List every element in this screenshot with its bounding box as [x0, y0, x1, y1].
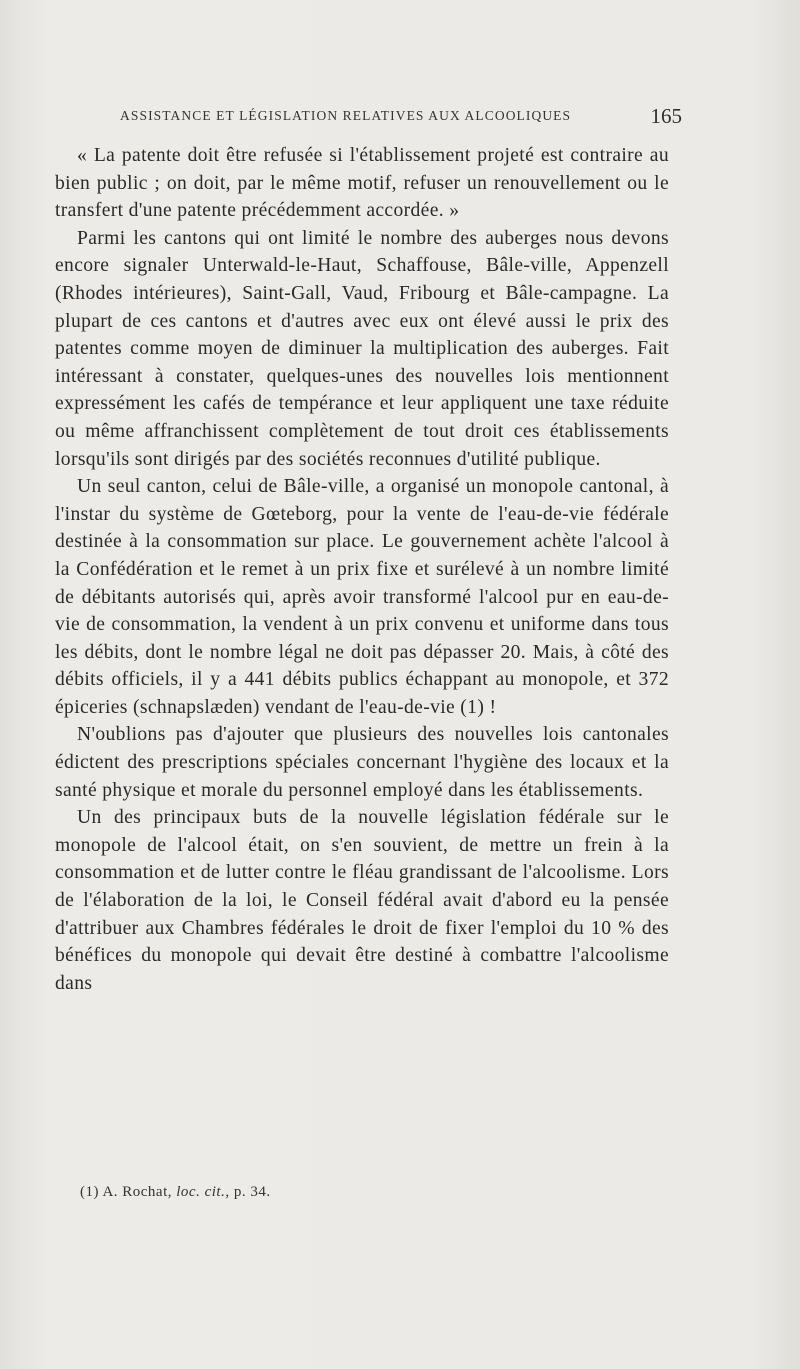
paragraph: Un des principaux buts de la nouvelle législation fédérale sur le monopole de l'alcool était, on s'en souvient, de mettre un frein à la consommation et de lutter contre le fléau grandissant de l'alcoolisme. Lors de l'élaboration de la loi, le Conseil fédéral avait d'abord eu la pensée d'attribuer aux Chambres fédérales le droit de fixer l'emploi du 10 % des bénéfices du monopole qui devait être destiné à combattre l'alcoolisme dans [55, 807, 669, 994]
footnote-ref: loc. cit., [176, 1184, 230, 1200]
page-header [120, 104, 680, 128]
body-text [55, 142, 669, 997]
paragraph: « La patente doit être refusée si l'établissement projeté est contraire au bien public ; on doit, par le même motif, refuser un renouvellement ou le transfert d'une patente précédemment accordée. » [55, 145, 669, 222]
footnote-page: p. 34. [233, 1184, 271, 1200]
running-title: ASSISTANCE ET LÉGISLATION RELATIVES AUX ALCOOLIQUES [120, 108, 572, 123]
footnote [80, 1184, 580, 1201]
paragraph: N'oublions pas d'ajouter que plusieurs des nouvelles lois cantonales édictent des prescriptions spéciales concernant l'hygiène des locaux et la santé physique et morale du personnel employé dans les établissements. [55, 724, 669, 801]
page-number: 165 [650, 104, 682, 128]
paragraph: Parmi les cantons qui ont limité le nombre des auberges nous devons encore signaler Unterwald-le-Haut, Schaffouse, Bâle-ville, Appenzell (Rhodes intérieures), Saint-Gall, Vaud, Fribourg et Bâle-campagne. La plupart de ces cantons et d'autres avec eux ont élevé aussi le prix des patentes comme moyen de diminuer la multiplication des auberges. Fait intéressant à constater, quelques-unes des nouvelles lois mentionnent expressément les cafés de tempérance et leur appliquent une taxe réduite ou même affranchissent complètement de tout droit ces établissements lorsqu'ils sont dirigés par des sociétés reconnues d'utilité publique. [55, 227, 669, 470]
footnote-author: A. Rochat, [102, 1184, 173, 1200]
paragraph: Un seul canton, celui de Bâle-ville, a organisé un monopole cantonal, à l'instar du système de Gœteborg, pour la vente de l'eau-de-vie fédérale destinée à la consommation sur place. Le gouvernement achète l'alcool à la Confédération et le remet à un prix fixe et surélevé à un nombre limité de débitants autorisés qui, après avoir transformé l'alcool pur en eau-de-vie de consommation, la vendent à un prix convenu et uniforme dans tous les débits, dont le nombre légal ne doit pas dépasser 20. Mais, à côté des débits officiels, il y a 441 débits publics échappant au monopole, et 372 épiceries (schnapslæden) vendant de l'eau-de-vie (1) ! [55, 476, 669, 718]
footnote-marker: (1) [80, 1184, 99, 1200]
